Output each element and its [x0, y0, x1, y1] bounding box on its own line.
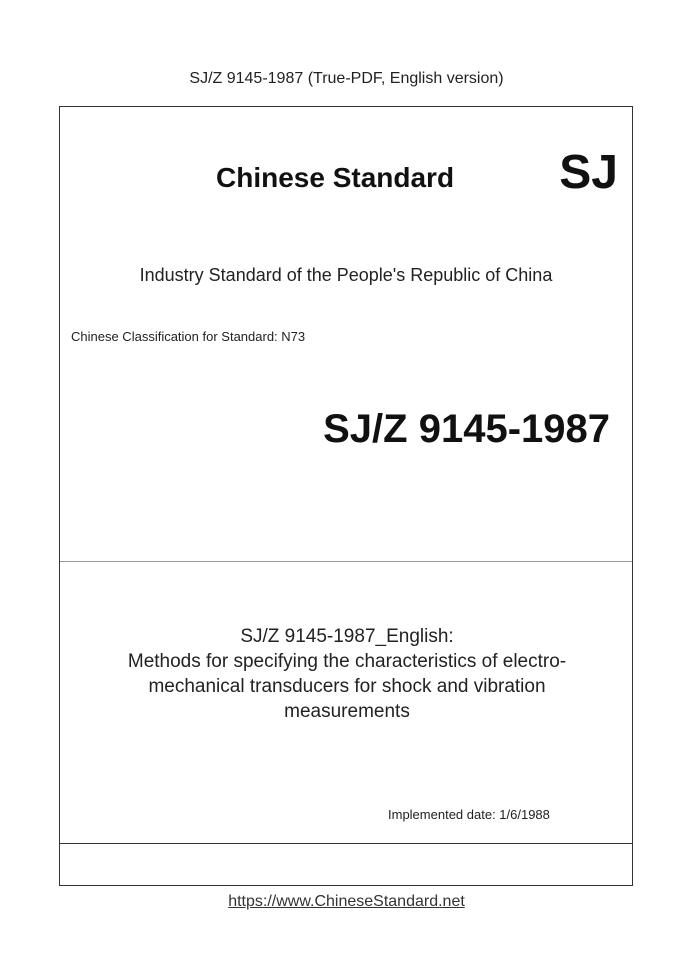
- implemented-date: Implemented date: 1/6/1988: [388, 807, 550, 822]
- title-line: mechanical transducers for shock and vibration: [148, 676, 546, 697]
- industry-standard-line: Industry Standard of the People's Republic of China: [139, 265, 553, 285]
- standard-number: SJ/Z 9145-1987: [323, 407, 610, 451]
- title-line: SJ/Z 9145-1987_English:: [240, 626, 454, 647]
- cover-title-section: [60, 562, 632, 844]
- cover-top-section: [60, 107, 632, 562]
- title-line: measurements: [284, 701, 410, 722]
- website-link[interactable]: https://www.ChineseStandard.net: [228, 893, 465, 910]
- title-line: Methods for specifying the characteristics of electro-: [127, 651, 567, 672]
- cover-bottom-section: [60, 844, 632, 884]
- cover-frame: [59, 106, 633, 886]
- page-header: SJ/Z 9145-1987 (True-PDF, English version): [189, 70, 504, 87]
- standard-title: [80, 624, 614, 724]
- organization-code: SJ: [559, 146, 618, 199]
- classification-line: Chinese Classification for Standard: N73: [71, 329, 306, 344]
- document-type-title: Chinese Standard: [216, 162, 455, 193]
